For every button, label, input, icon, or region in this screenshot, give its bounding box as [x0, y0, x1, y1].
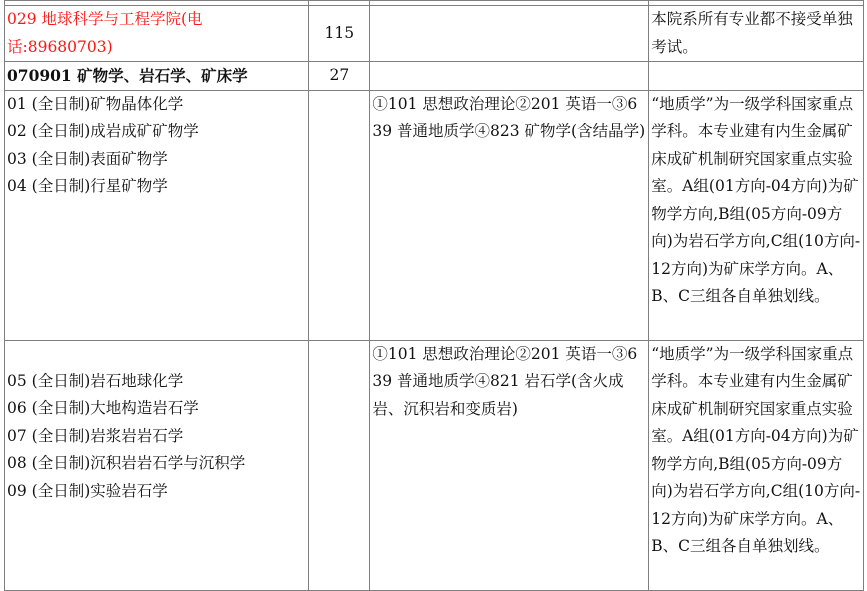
college-exam-cell: [370, 6, 649, 62]
table-row-college: [5, 6, 864, 62]
group1-exam: ①101 思想政治理论②201 英语一③639 普通地质学④823 矿物学(含结晶学): [370, 90, 649, 340]
group2-directions: [5, 340, 309, 590]
direction-item: 07 (全日制)岩浆岩岩石学: [7, 426, 184, 445]
group1-directions: [5, 90, 309, 340]
table-row-group2: [5, 340, 864, 590]
direction-item: 08 (全日制)沉积岩岩石学与沉积学: [7, 454, 246, 472]
group2-exam: ①101 思想政治理论②201 英语一③639 普通地质学④821 岩石学(含火成岩、沉积岩和变质岩): [370, 340, 649, 590]
major-title: 070901 矿物学、岩石学、矿床学: [5, 62, 309, 91]
admissions-table: [4, 0, 864, 591]
table-row-major: [5, 62, 864, 91]
direction-item: 02 (全日制)成岩成矿矿物学: [7, 122, 199, 140]
group1-note: “地质学”为一级学科国家重点学科。本专业建有内生金属矿床成矿机制研究国家重点实验室。A组(01方向-04方向)为矿物学方向,B组(05方向-09方向)为岩石学方向,C组(10方向-12方向)为矿床学方向。A、B、C三组各自单独划线。: [649, 90, 864, 340]
major-count: 27: [309, 62, 370, 91]
college-name-line1: 029 地球科学与工程学院(电: [7, 10, 203, 28]
direction-item: 09 (全日制)实验岩石学: [7, 481, 168, 500]
college-count: 115: [309, 6, 370, 62]
college-name-cell: [5, 6, 309, 62]
direction-item: 05 (全日制)岩石地球化学: [7, 371, 184, 390]
direction-item: 04 (全日制)行星矿物学: [7, 177, 168, 195]
college-name-line2: 话:89680703): [7, 37, 113, 56]
direction-item: 03 (全日制)表面矿物学: [7, 149, 168, 168]
group2-note: “地质学”为一级学科国家重点学科。本专业建有内生金属矿床成矿机制研究国家重点实验室。A组(01方向-04方向)为矿物学方向,B组(05方向-09方向)为岩石学方向,C组(10方向-12方向)为矿床学方向。A、B、C三组各自单独划线。: [649, 340, 864, 590]
direction-item: 06 (全日制)大地构造岩石学: [7, 399, 199, 417]
direction-item: 01 (全日制)矿物晶体化学: [7, 94, 184, 113]
table-row-group1: [5, 90, 864, 340]
college-note: 本院系所有专业都不接受单独考试。: [649, 6, 864, 62]
